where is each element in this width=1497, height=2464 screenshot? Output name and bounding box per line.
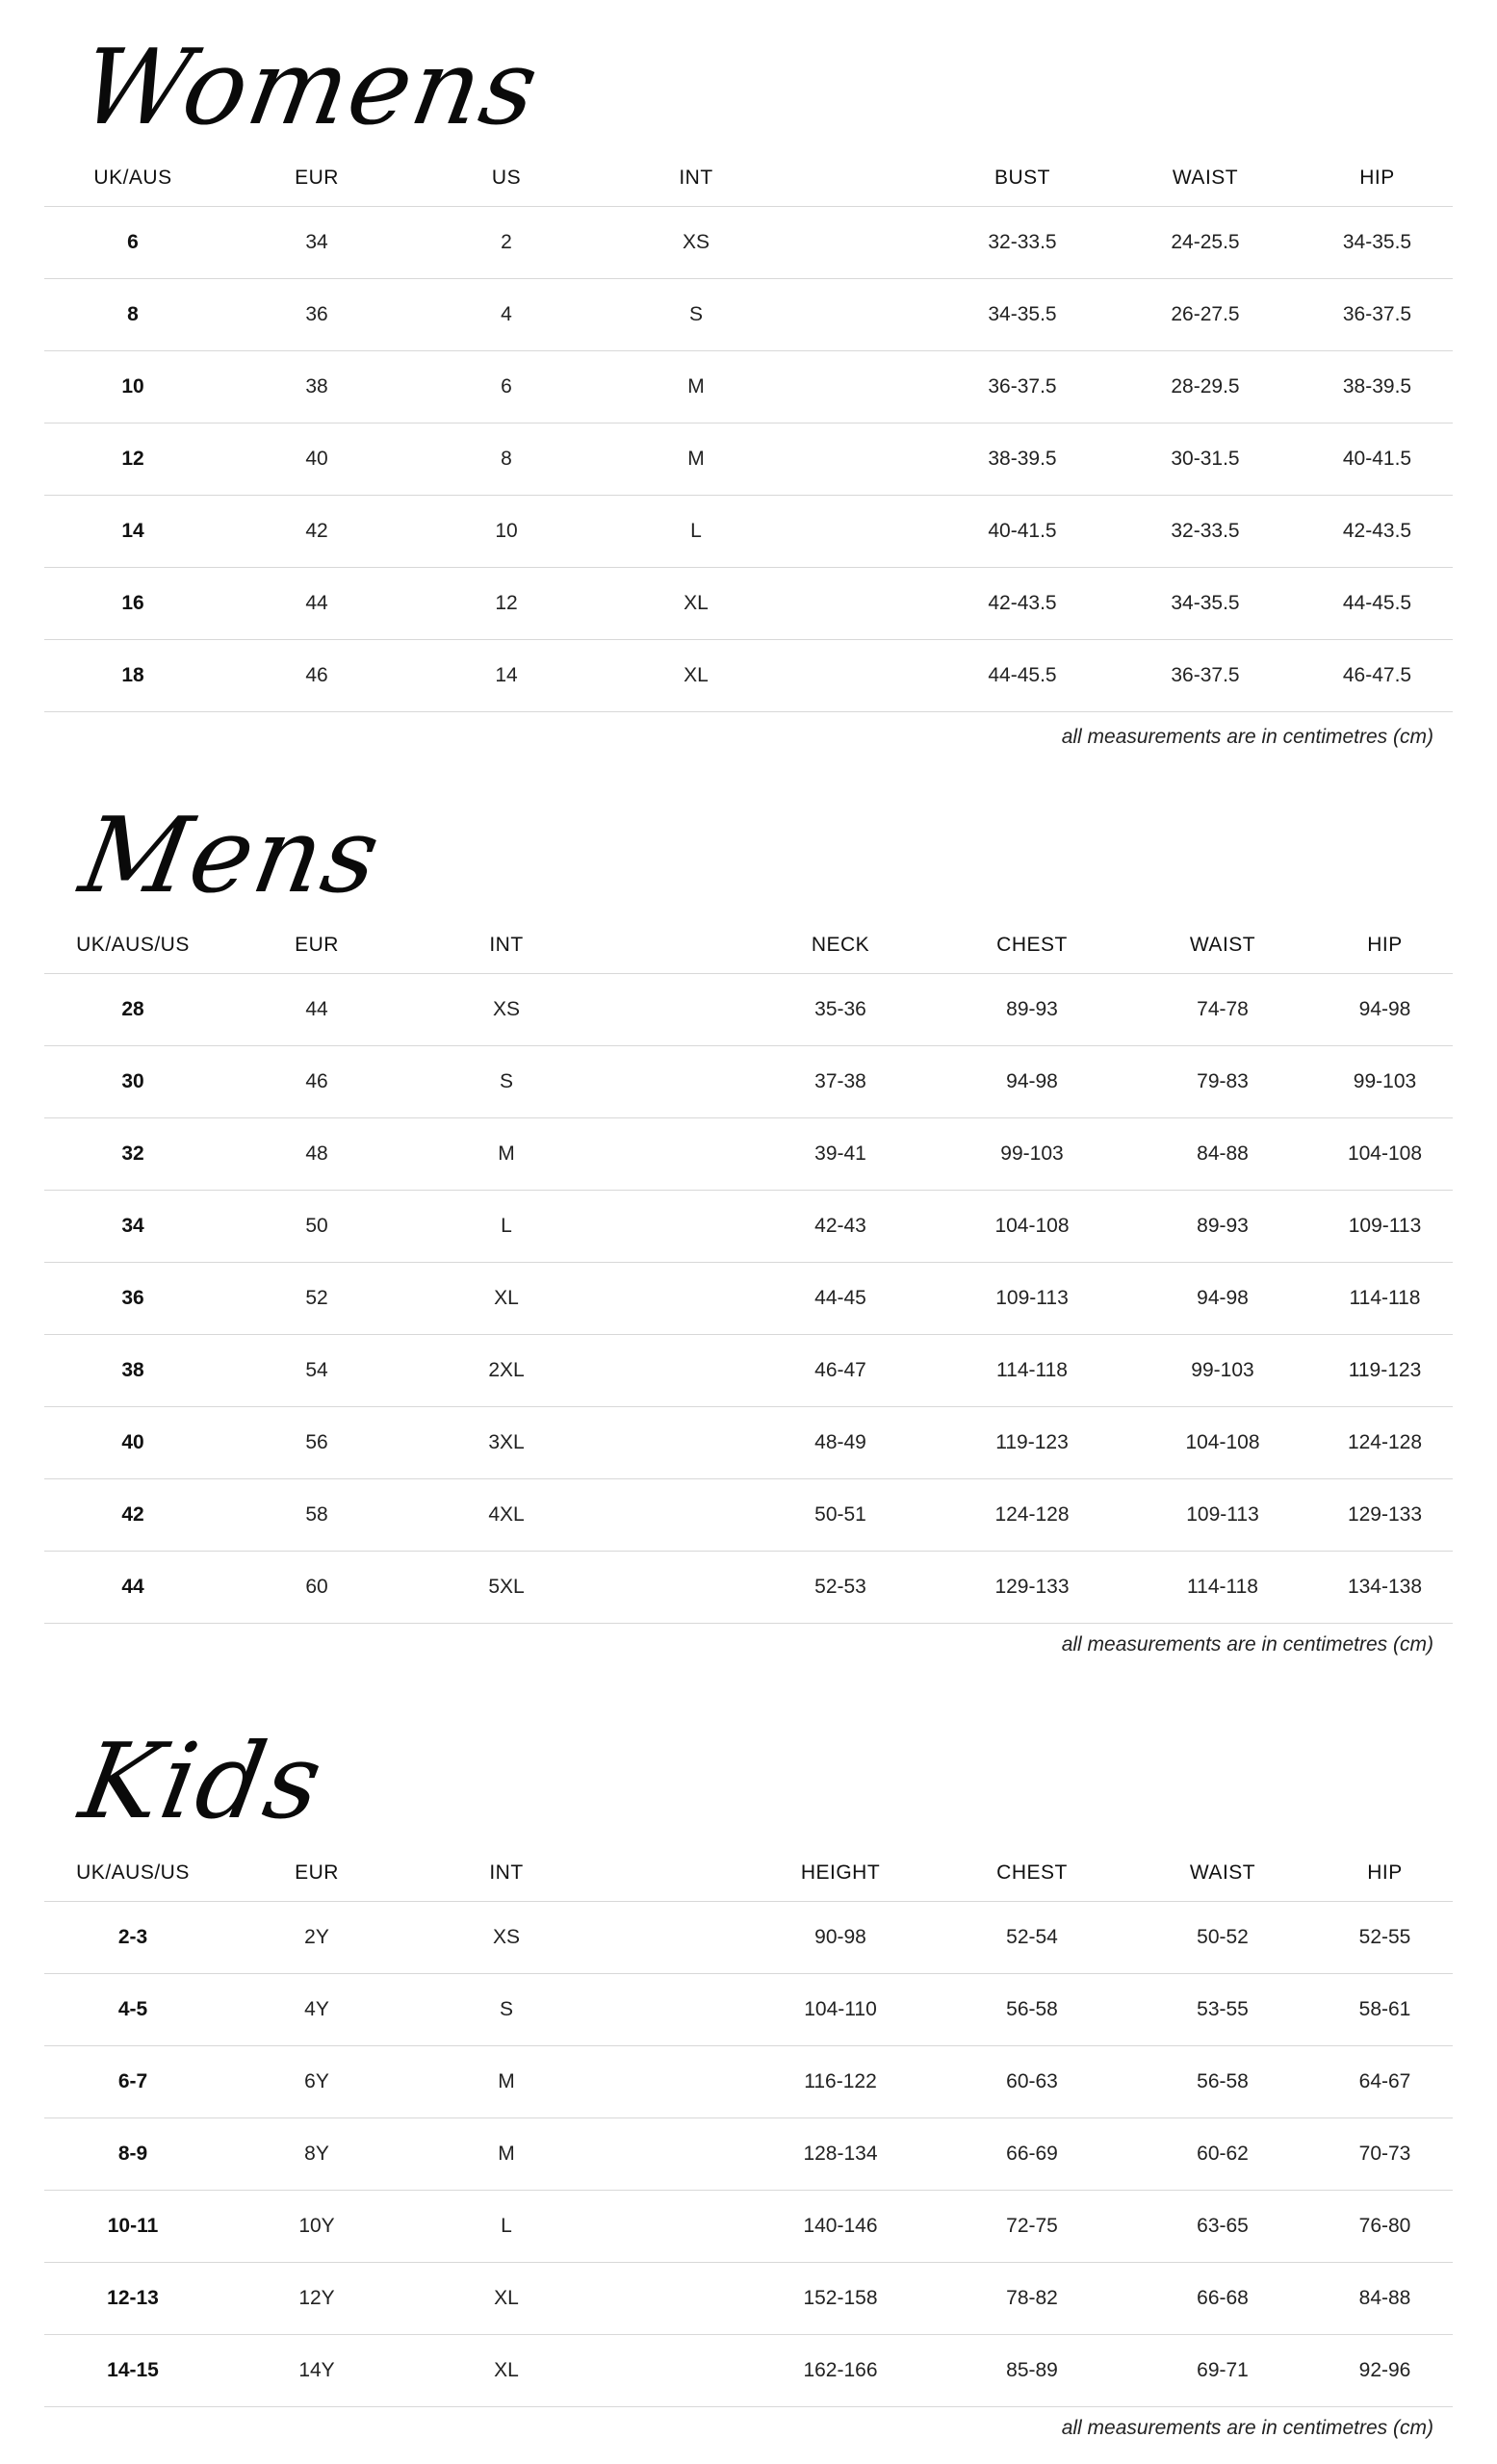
measurement-cell: 34 xyxy=(221,207,412,279)
measurement-cell: 42-43.5 xyxy=(1302,496,1453,568)
table-row xyxy=(44,1118,1453,1191)
table-row xyxy=(44,568,1453,640)
measurement-cell: 140-146 xyxy=(745,2191,936,2263)
table-row xyxy=(44,974,1453,1046)
size-cell: 28 xyxy=(44,974,221,1046)
column-header: EUR xyxy=(221,917,412,974)
measurement-cell: S xyxy=(601,279,791,351)
measurement-cell: 109-113 xyxy=(1128,1479,1317,1552)
measurement-cell xyxy=(791,424,936,496)
measurement-cell xyxy=(791,207,936,279)
measurement-cell: L xyxy=(412,2191,601,2263)
measurement-cell: 129-133 xyxy=(1317,1479,1453,1552)
measurement-cell xyxy=(601,1335,745,1407)
measurement-cell: XS xyxy=(412,1902,601,1974)
measurement-cell: 58 xyxy=(221,1479,412,1552)
measurement-cell: 28-29.5 xyxy=(1109,351,1302,424)
column-header: UK/AUS/US xyxy=(44,917,221,974)
measurement-cell: 46 xyxy=(221,640,412,712)
table-row xyxy=(44,1046,1453,1118)
measurement-cell: 85-89 xyxy=(936,2335,1128,2407)
measurement-cell xyxy=(791,351,936,424)
measurement-cell: 124-128 xyxy=(936,1479,1128,1552)
size-cell: 44 xyxy=(44,1552,221,1624)
measurement-cell: 89-93 xyxy=(936,974,1128,1046)
measurement-cell: 53-55 xyxy=(1128,1974,1317,2046)
measurement-cell: 2 xyxy=(412,207,601,279)
measurement-cell: 4Y xyxy=(221,1974,412,2046)
measurement-cell: XL xyxy=(412,2335,601,2407)
size-cell: 10-11 xyxy=(44,2191,221,2263)
mens-title: Mens xyxy=(72,796,390,916)
measurement-cell xyxy=(791,568,936,640)
measurement-cell: 44-45.5 xyxy=(1302,568,1453,640)
size-cell: 14 xyxy=(44,496,221,568)
table-header-row xyxy=(44,150,1453,207)
table-row xyxy=(44,1191,1453,1263)
kids-title: Kids xyxy=(72,1722,332,1842)
measurement-cell: S xyxy=(412,1046,601,1118)
measurement-cell: 104-108 xyxy=(936,1191,1128,1263)
measurement-cell: 32-33.5 xyxy=(936,207,1109,279)
measurement-cell: 119-123 xyxy=(936,1407,1128,1479)
measurement-cell: 50 xyxy=(221,1191,412,1263)
measurement-cell: 10 xyxy=(412,496,601,568)
measurement-cell: 38-39.5 xyxy=(1302,351,1453,424)
measurement-cell xyxy=(601,1902,745,1974)
size-cell: 12-13 xyxy=(44,2263,221,2335)
measurement-cell: 4XL xyxy=(412,1479,601,1552)
measurement-cell: 36-37.5 xyxy=(936,351,1109,424)
measurement-cell: 52-53 xyxy=(745,1552,936,1624)
measurement-cell: 56 xyxy=(221,1407,412,1479)
measurement-cell xyxy=(601,2335,745,2407)
measurement-cell: M xyxy=(412,1118,601,1191)
measurement-cell: 52 xyxy=(221,1263,412,1335)
kids-measurement-note: all measurements are in centimetres (cm) xyxy=(1061,2417,1433,2439)
measurement-cell: 46-47 xyxy=(745,1335,936,1407)
measurement-cell: 89-93 xyxy=(1128,1191,1317,1263)
womens-measurement-note: all measurements are in centimetres (cm) xyxy=(1061,726,1433,748)
measurement-cell: 94-98 xyxy=(1317,974,1453,1046)
measurement-cell: 56-58 xyxy=(936,1974,1128,2046)
measurement-cell: 52-54 xyxy=(936,1902,1128,1974)
measurement-cell: 124-128 xyxy=(1317,1407,1453,1479)
size-cell: 12 xyxy=(44,424,221,496)
measurement-cell: 94-98 xyxy=(936,1046,1128,1118)
measurement-cell: 104-108 xyxy=(1128,1407,1317,1479)
column-header xyxy=(601,917,745,974)
measurement-cell: 44 xyxy=(221,974,412,1046)
table-row xyxy=(44,424,1453,496)
measurement-cell xyxy=(601,1407,745,1479)
measurement-cell: 2Y xyxy=(221,1902,412,1974)
measurement-cell: 128-134 xyxy=(745,2118,936,2191)
column-header: US xyxy=(412,150,601,207)
measurement-cell: 3XL xyxy=(412,1407,601,1479)
measurement-cell: 30-31.5 xyxy=(1109,424,1302,496)
measurement-cell: 109-113 xyxy=(936,1263,1128,1335)
measurement-cell: 60-62 xyxy=(1128,2118,1317,2191)
measurement-cell: 104-110 xyxy=(745,1974,936,2046)
measurement-cell: 84-88 xyxy=(1128,1118,1317,1191)
measurement-cell: 8 xyxy=(412,424,601,496)
table-row xyxy=(44,1263,1453,1335)
measurement-cell: 94-98 xyxy=(1128,1263,1317,1335)
measurement-cell: 60 xyxy=(221,1552,412,1624)
measurement-cell xyxy=(601,1046,745,1118)
measurement-cell: 34-35.5 xyxy=(1302,207,1453,279)
measurement-cell: 46 xyxy=(221,1046,412,1118)
column-header: CHEST xyxy=(936,1845,1128,1902)
measurement-cell: 134-138 xyxy=(1317,1552,1453,1624)
measurement-cell: 66-69 xyxy=(936,2118,1128,2191)
table-row xyxy=(44,496,1453,568)
table-row xyxy=(44,207,1453,279)
column-header: EUR xyxy=(221,150,412,207)
measurement-cell: 5XL xyxy=(412,1552,601,1624)
table-row xyxy=(44,1974,1453,2046)
table-header-row xyxy=(44,917,1453,974)
measurement-cell: 34-35.5 xyxy=(1109,568,1302,640)
measurement-cell xyxy=(601,2263,745,2335)
table-row xyxy=(44,640,1453,712)
column-header: WAIST xyxy=(1128,1845,1317,1902)
measurement-cell: 114-118 xyxy=(1128,1552,1317,1624)
measurement-cell xyxy=(601,2118,745,2191)
measurement-cell: 72-75 xyxy=(936,2191,1128,2263)
measurement-cell xyxy=(601,1974,745,2046)
column-header: EUR xyxy=(221,1845,412,1902)
measurement-cell: 90-98 xyxy=(745,1902,936,1974)
measurement-cell: 38 xyxy=(221,351,412,424)
measurement-cell: 114-118 xyxy=(1317,1263,1453,1335)
mens-measurement-note: all measurements are in centimetres (cm) xyxy=(1061,1633,1433,1656)
measurement-cell xyxy=(601,1263,745,1335)
measurement-cell xyxy=(601,974,745,1046)
measurement-cell: 8Y xyxy=(221,2118,412,2191)
measurement-cell: M xyxy=(412,2046,601,2118)
mens-size-table xyxy=(44,917,1453,1624)
table-row xyxy=(44,2335,1453,2407)
size-cell: 16 xyxy=(44,568,221,640)
measurement-cell: 129-133 xyxy=(936,1552,1128,1624)
size-cell: 8 xyxy=(44,279,221,351)
size-cell: 2-3 xyxy=(44,1902,221,1974)
measurement-cell: 64-67 xyxy=(1317,2046,1453,2118)
measurement-cell: 40-41.5 xyxy=(936,496,1109,568)
measurement-cell: 36 xyxy=(221,279,412,351)
column-header: BUST xyxy=(936,150,1109,207)
size-cell: 36 xyxy=(44,1263,221,1335)
womens-title: Womens xyxy=(72,28,549,148)
measurement-cell: 60-63 xyxy=(936,2046,1128,2118)
measurement-cell xyxy=(601,1191,745,1263)
measurement-cell: 79-83 xyxy=(1128,1046,1317,1118)
table-row xyxy=(44,1407,1453,1479)
table-row xyxy=(44,279,1453,351)
measurement-cell xyxy=(791,279,936,351)
measurement-cell: 52-55 xyxy=(1317,1902,1453,1974)
measurement-cell: 37-38 xyxy=(745,1046,936,1118)
column-header: CHEST xyxy=(936,917,1128,974)
measurement-cell: 36-37.5 xyxy=(1302,279,1453,351)
measurement-cell: 34-35.5 xyxy=(936,279,1109,351)
measurement-cell: 32-33.5 xyxy=(1109,496,1302,568)
column-header xyxy=(601,1845,745,1902)
size-cell: 6-7 xyxy=(44,2046,221,2118)
table-row xyxy=(44,1479,1453,1552)
measurement-cell: 2XL xyxy=(412,1335,601,1407)
measurement-cell: 74-78 xyxy=(1128,974,1317,1046)
measurement-cell: 38-39.5 xyxy=(936,424,1109,496)
measurement-cell: 99-103 xyxy=(1128,1335,1317,1407)
column-header: INT xyxy=(601,150,791,207)
size-cell: 38 xyxy=(44,1335,221,1407)
column-header: HIP xyxy=(1317,917,1453,974)
column-header: HIP xyxy=(1302,150,1453,207)
measurement-cell: 39-41 xyxy=(745,1118,936,1191)
measurement-cell: 119-123 xyxy=(1317,1335,1453,1407)
size-cell: 4-5 xyxy=(44,1974,221,2046)
measurement-cell: M xyxy=(601,351,791,424)
measurement-cell: M xyxy=(412,2118,601,2191)
size-cell: 32 xyxy=(44,1118,221,1191)
measurement-cell: 99-103 xyxy=(1317,1046,1453,1118)
size-cell: 42 xyxy=(44,1479,221,1552)
measurement-cell: 48-49 xyxy=(745,1407,936,1479)
measurement-cell: 116-122 xyxy=(745,2046,936,2118)
measurement-cell: 12 xyxy=(412,568,601,640)
measurement-cell: 42-43 xyxy=(745,1191,936,1263)
measurement-cell xyxy=(601,1118,745,1191)
column-header: NECK xyxy=(745,917,936,974)
measurement-cell: 6 xyxy=(412,351,601,424)
measurement-cell: 50-51 xyxy=(745,1479,936,1552)
measurement-cell xyxy=(791,640,936,712)
measurement-cell: 69-71 xyxy=(1128,2335,1317,2407)
column-header: INT xyxy=(412,917,601,974)
column-header xyxy=(791,150,936,207)
table-row xyxy=(44,1902,1453,1974)
measurement-cell: 162-166 xyxy=(745,2335,936,2407)
measurement-cell: 36-37.5 xyxy=(1109,640,1302,712)
table-row xyxy=(44,2191,1453,2263)
measurement-cell: 40-41.5 xyxy=(1302,424,1453,496)
size-cell: 18 xyxy=(44,640,221,712)
measurement-cell: M xyxy=(601,424,791,496)
size-cell: 8-9 xyxy=(44,2118,221,2191)
measurement-cell: 24-25.5 xyxy=(1109,207,1302,279)
column-header: HEIGHT xyxy=(745,1845,936,1902)
size-cell: 6 xyxy=(44,207,221,279)
measurement-cell: 99-103 xyxy=(936,1118,1128,1191)
measurement-cell: 63-65 xyxy=(1128,2191,1317,2263)
measurement-cell xyxy=(601,1552,745,1624)
measurement-cell: 54 xyxy=(221,1335,412,1407)
table-row xyxy=(44,1335,1453,1407)
measurement-cell: 14Y xyxy=(221,2335,412,2407)
measurement-cell: 6Y xyxy=(221,2046,412,2118)
measurement-cell: 56-58 xyxy=(1128,2046,1317,2118)
measurement-cell: XL xyxy=(601,568,791,640)
column-header: INT xyxy=(412,1845,601,1902)
measurement-cell: 46-47.5 xyxy=(1302,640,1453,712)
measurement-cell: 50-52 xyxy=(1128,1902,1317,1974)
table-row xyxy=(44,2118,1453,2191)
measurement-cell: 152-158 xyxy=(745,2263,936,2335)
measurement-cell xyxy=(601,2046,745,2118)
measurement-cell: 109-113 xyxy=(1317,1191,1453,1263)
size-cell: 34 xyxy=(44,1191,221,1263)
table-row xyxy=(44,1552,1453,1624)
measurement-cell: S xyxy=(412,1974,601,2046)
measurement-cell: 10Y xyxy=(221,2191,412,2263)
measurement-cell: 84-88 xyxy=(1317,2263,1453,2335)
column-header: WAIST xyxy=(1109,150,1302,207)
column-header: UK/AUS xyxy=(44,150,221,207)
measurement-cell: 58-61 xyxy=(1317,1974,1453,2046)
measurement-cell: 70-73 xyxy=(1317,2118,1453,2191)
size-cell: 40 xyxy=(44,1407,221,1479)
measurement-cell: 104-108 xyxy=(1317,1118,1453,1191)
measurement-cell: 48 xyxy=(221,1118,412,1191)
table-header-row xyxy=(44,1845,1453,1902)
size-cell: 30 xyxy=(44,1046,221,1118)
measurement-cell: 76-80 xyxy=(1317,2191,1453,2263)
table-row xyxy=(44,2046,1453,2118)
measurement-cell xyxy=(601,2191,745,2263)
column-header: WAIST xyxy=(1128,917,1317,974)
table-row xyxy=(44,2263,1453,2335)
kids-size-table xyxy=(44,1845,1453,2407)
measurement-cell: XL xyxy=(412,2263,601,2335)
measurement-cell: 26-27.5 xyxy=(1109,279,1302,351)
measurement-cell: 40 xyxy=(221,424,412,496)
size-cell: 14-15 xyxy=(44,2335,221,2407)
table-row xyxy=(44,351,1453,424)
measurement-cell xyxy=(601,1479,745,1552)
measurement-cell: XL xyxy=(601,640,791,712)
measurement-cell: 114-118 xyxy=(936,1335,1128,1407)
column-header: HIP xyxy=(1317,1845,1453,1902)
measurement-cell: 42 xyxy=(221,496,412,568)
measurement-cell: XS xyxy=(601,207,791,279)
column-header: UK/AUS/US xyxy=(44,1845,221,1902)
measurement-cell: 78-82 xyxy=(936,2263,1128,2335)
measurement-cell: XL xyxy=(412,1263,601,1335)
womens-size-table xyxy=(44,150,1453,712)
measurement-cell: 44 xyxy=(221,568,412,640)
measurement-cell: 44-45 xyxy=(745,1263,936,1335)
size-cell: 10 xyxy=(44,351,221,424)
measurement-cell: 4 xyxy=(412,279,601,351)
measurement-cell: L xyxy=(412,1191,601,1263)
measurement-cell: 44-45.5 xyxy=(936,640,1109,712)
measurement-cell: 66-68 xyxy=(1128,2263,1317,2335)
measurement-cell: L xyxy=(601,496,791,568)
measurement-cell: 35-36 xyxy=(745,974,936,1046)
measurement-cell xyxy=(791,496,936,568)
measurement-cell: XS xyxy=(412,974,601,1046)
measurement-cell: 92-96 xyxy=(1317,2335,1453,2407)
measurement-cell: 42-43.5 xyxy=(936,568,1109,640)
measurement-cell: 14 xyxy=(412,640,601,712)
measurement-cell: 12Y xyxy=(221,2263,412,2335)
